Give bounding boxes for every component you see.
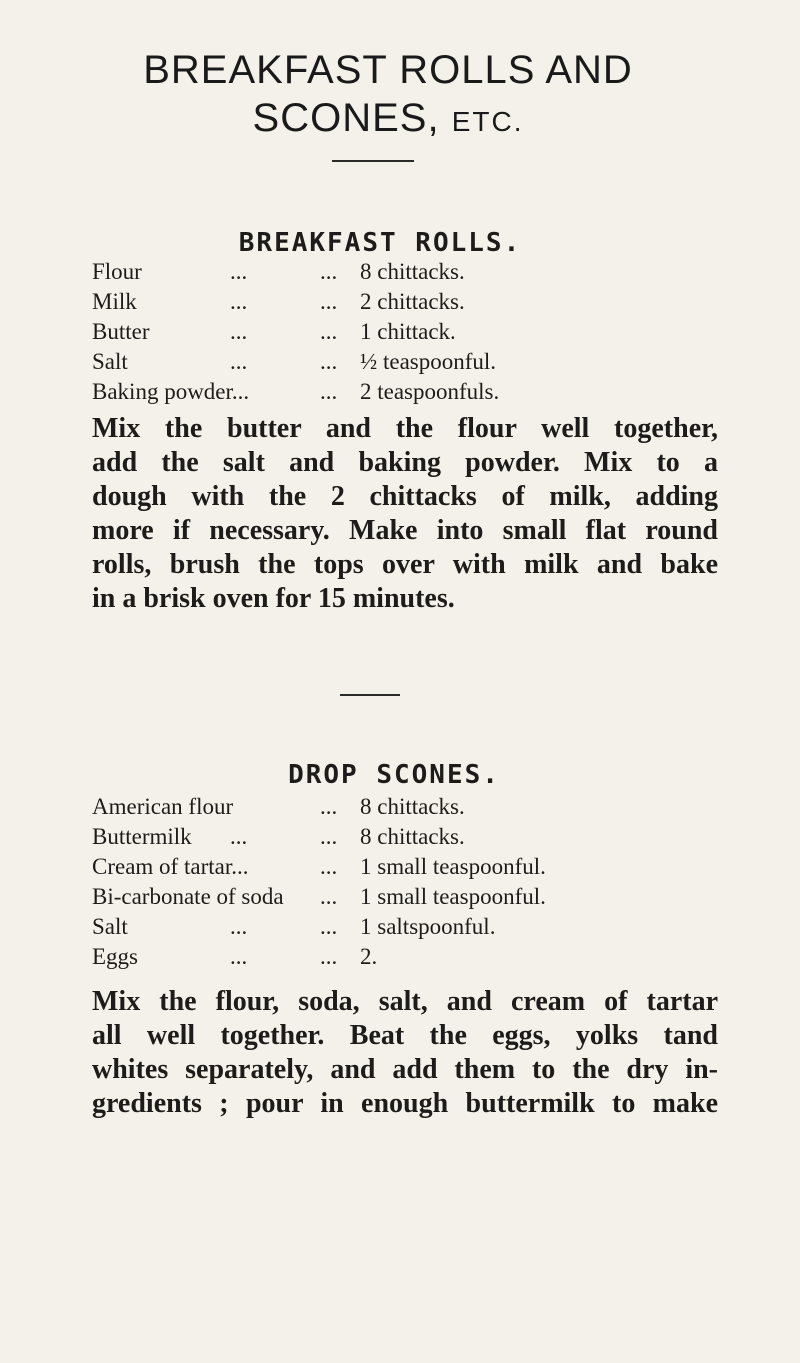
method-text-line: whites separately, and add them to the dry in- xyxy=(92,1054,718,1085)
page-title-line-1: BREAKFAST ROLLS AND xyxy=(143,48,633,92)
ingredient-name: Buttermilk xyxy=(92,824,192,849)
method-text-line: add the salt and baking powder. Mix to a xyxy=(92,447,718,478)
method-text-line: dough with the 2 chittacks of milk, adding xyxy=(92,481,718,512)
ingredient-leader-dots: ... xyxy=(230,319,248,344)
ingredient-leader-dots: ... xyxy=(320,379,338,404)
ingredient-leader-dots: ... xyxy=(320,259,338,284)
divider-rule xyxy=(340,694,400,696)
ingredient-leader-dots: ... xyxy=(230,944,248,969)
ingredient-quantity: 1 chittack. xyxy=(360,319,456,344)
ingredient-name: Salt xyxy=(92,349,128,374)
page-title-line-2 xyxy=(0,96,788,141)
section-title-drop-scones: DROP SCONES. xyxy=(288,760,500,790)
ingredient-leader-dots: ... xyxy=(320,289,338,314)
ingredient-quantity: 8 chittacks. xyxy=(360,824,465,849)
method-text-line: gredients ; pour in enough buttermilk to make xyxy=(92,1088,718,1119)
method-text-line: all well together. Beat the eggs, yolks tand xyxy=(92,1020,718,1051)
ingredient-row xyxy=(92,377,732,407)
ingredient-quantity: 1 small teaspoonful. xyxy=(360,884,546,909)
ingredient-name: Flour xyxy=(92,259,142,284)
ingredient-leader-dots: ... xyxy=(230,259,248,284)
ingredient-name: Salt xyxy=(92,914,128,939)
ingredient-name: Butter xyxy=(92,319,150,344)
ingredient-quantity: 8 chittacks. xyxy=(360,794,465,819)
divider-rule xyxy=(332,160,414,162)
ingredient-quantity: 8 chittacks. xyxy=(360,259,465,284)
ingredient-row xyxy=(92,792,732,822)
ingredient-quantity: 1 small teaspoonful. xyxy=(360,854,546,879)
ingredient-row xyxy=(92,822,732,852)
ingredient-leader-dots: ... xyxy=(320,824,338,849)
ingredient-leader-dots: ... xyxy=(230,914,248,939)
method-text-line: more if necessary. Make into small flat round xyxy=(92,515,718,546)
ingredient-name: Bi-carbonate of soda xyxy=(92,884,284,909)
ingredient-quantity: 2 teaspoonfuls. xyxy=(360,379,500,404)
ingredient-list-drop-scones xyxy=(92,792,732,982)
ingredient-name: Cream of tartar... xyxy=(92,854,249,879)
ingredient-row xyxy=(92,347,732,377)
ingredient-name: Milk xyxy=(92,289,137,314)
ingredient-leader-dots: ... xyxy=(320,319,338,344)
method-text-line: Mix the butter and the flour well together, xyxy=(92,413,718,444)
ingredient-quantity: 2. xyxy=(360,944,378,969)
ingredient-leader-dots: ... xyxy=(230,824,248,849)
ingredient-quantity: 2 chittacks. xyxy=(360,289,465,314)
method-text-line: rolls, brush the tops over with milk and bake xyxy=(92,549,718,580)
ingredient-name: Baking powder... xyxy=(92,379,250,404)
ingredient-row xyxy=(92,257,732,287)
ingredient-row xyxy=(92,317,732,347)
ingredient-leader-dots: ... xyxy=(230,289,248,314)
ingredient-leader-dots: ... xyxy=(320,794,338,819)
ingredient-quantity: ½ teaspoonful. xyxy=(360,349,497,374)
ingredient-quantity: 1 saltspoonful. xyxy=(360,914,496,939)
ingredient-name: Eggs xyxy=(92,944,138,969)
ingredient-row xyxy=(92,852,732,882)
ingredient-row xyxy=(92,912,732,942)
ingredient-leader-dots: ... xyxy=(230,349,248,374)
ingredient-row xyxy=(92,942,732,972)
method-text-line: Mix the flour, soda, salt, and cream of tartar xyxy=(92,986,718,1017)
method-drop-scones xyxy=(92,985,718,1121)
ingredient-row xyxy=(92,287,732,317)
ingredient-row xyxy=(92,882,732,912)
page-title-scones: SCONES, xyxy=(252,96,440,140)
method-breakfast-rolls xyxy=(92,412,718,616)
ingredient-leader-dots: ... xyxy=(320,914,338,939)
ingredient-leader-dots: ... xyxy=(320,884,338,909)
page-title-etc: ETC. xyxy=(451,106,524,137)
ingredient-list-breakfast-rolls xyxy=(92,257,732,417)
ingredient-leader-dots: ... xyxy=(320,349,338,374)
ingredient-leader-dots: ... xyxy=(320,854,338,879)
method-text-line: in a brisk oven for 15 minutes. xyxy=(92,583,455,614)
ingredient-name: American flour xyxy=(92,794,234,819)
section-title-breakfast-rolls: BREAKFAST ROLLS. xyxy=(238,228,522,258)
ingredient-leader-dots: ... xyxy=(320,944,338,969)
